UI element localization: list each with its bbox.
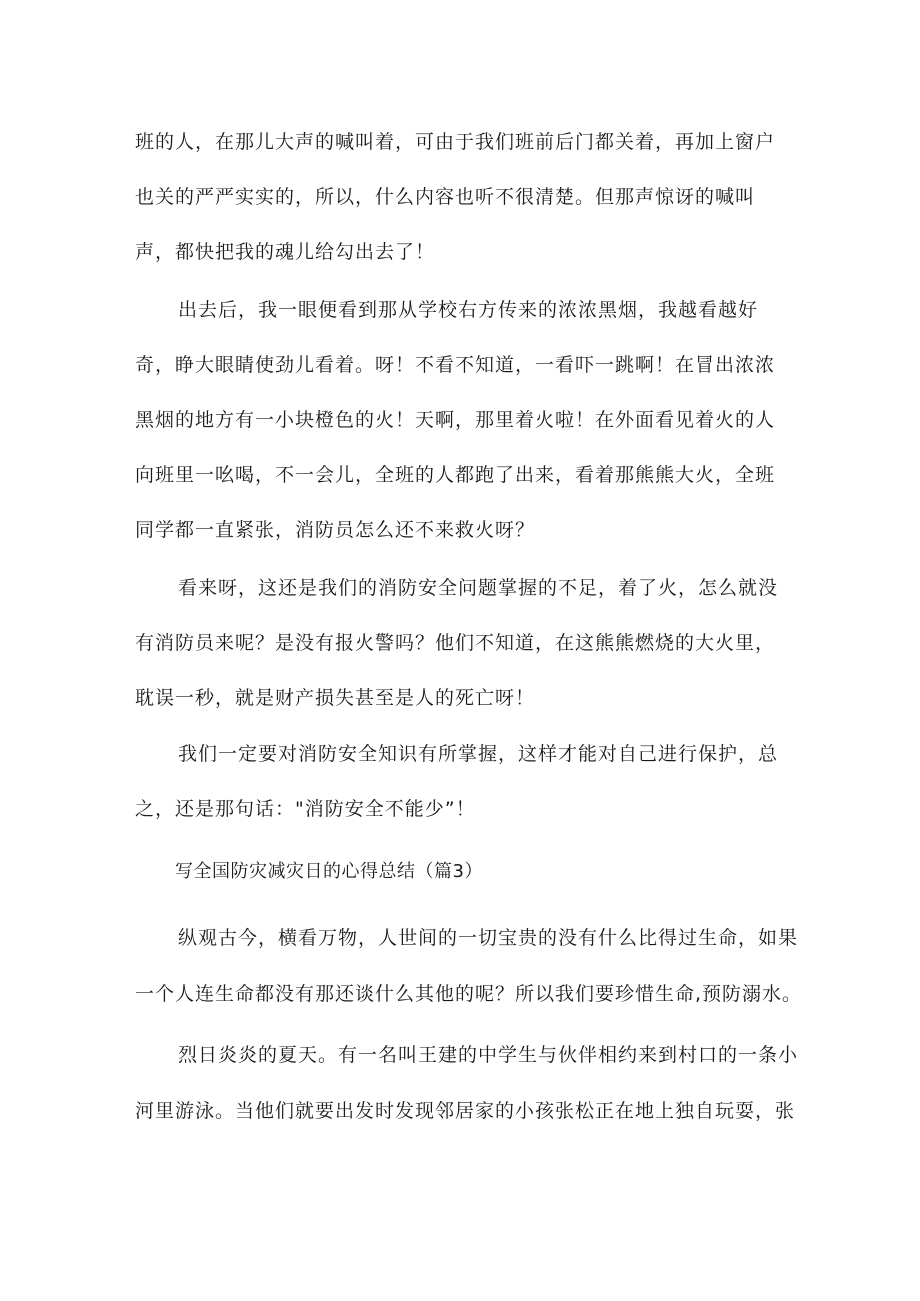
text-line: 有消防员来呢？是没有报火警吗？他们不知道，在这熊熊燃烧的大火里，	[135, 632, 776, 654]
text-line: 一个人连生命都没有那还谈什么其他的呢？所以我们要珍惜生命,预防溺水。	[135, 983, 803, 1005]
text-line: 耽误一秒，就是财产损失甚至是人的死亡呀！	[135, 687, 536, 709]
text-line: 我们一定要对消防安全知识有所掌握，这样才能对自己进行保护，总	[178, 743, 779, 765]
section-heading: 写全国防灾减灾日的心得总结（篇3）	[175, 861, 483, 882]
text-line: 黑烟的地方有一小块橙色的火！天啊，那里着火啦！在外面看见着火的人	[135, 409, 776, 431]
text-line: 也关的严严实实的，所以，什么内容也听不很清楚。但那声惊讶的喊叫	[135, 186, 756, 208]
text-line: 奇，睁大眼睛使劲儿看着。呀！不看不知道，一看吓一跳啊！在冒出浓浓	[135, 354, 776, 376]
text-line: 河里游泳。当他们就要出发时发现邻居家的小孩张松正在地上独自玩耍，张	[135, 1100, 796, 1122]
text-line: 看来呀，这还是我们的消防安全问题掌握的不足，着了火，怎么就没	[178, 577, 779, 599]
text-line: 班的人，在那儿大声的喊叫着，可由于我们班前后门都关着，再加上窗户	[135, 131, 776, 153]
text-line: 烈日炎炎的夏天。有一名叫王建的中学生与伙伴相约来到村口的一条小	[178, 1044, 799, 1066]
text-line: 同学都一直紧张，消防员怎么还不来救火呀？	[135, 519, 536, 541]
text-line: 向班里一吆喝，不一会儿，全班的人都跑了出来，看着那熊熊大火，全班	[135, 464, 776, 486]
text-line: 之，还是那句话："消防安全不能少”！	[135, 798, 476, 820]
text-line: 纵观古今，横看万物，人世间的一切宝贵的没有什么比得过生命，如果	[178, 927, 799, 949]
text-line: 声，都快把我的魂儿给勾出去了！	[135, 241, 436, 263]
text-line: 出去后，我一眼便看到那从学校右方传来的浓浓黑烟，我越看越好	[178, 299, 759, 321]
